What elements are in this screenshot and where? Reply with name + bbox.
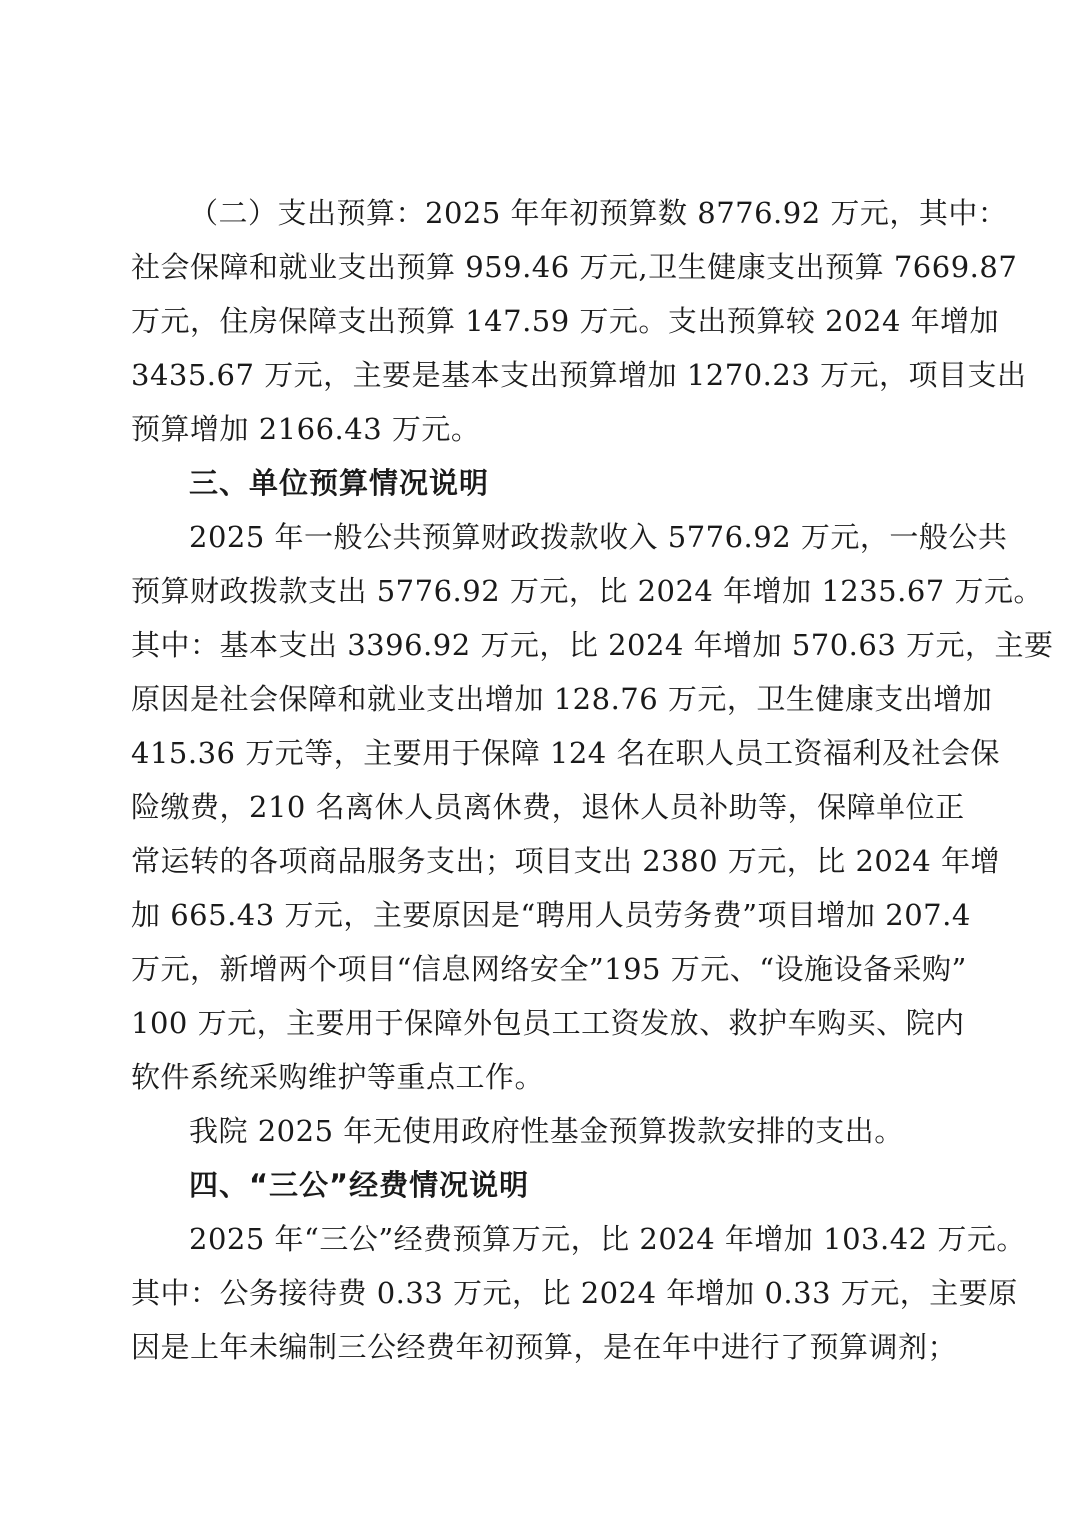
paragraph-line: 原因是社会保障和就业支出增加 128.76 万元，卫生健康支出增加 [131,682,993,716]
paragraph-line: 加 665.43 万元，主要原因是“聘用人员劳务费”项目增加 207.4 [131,898,971,932]
fund-note: 我院 2025 年无使用政府性基金预算拨款安排的支出。 [189,1114,904,1148]
paragraph-line: 万元，住房保障支出预算 147.59 万元。支出预算较 2024 年增加 [131,304,1000,338]
paragraph-line: 其中：公务接待费 0.33 万元，比 2024 年增加 0.33 万元，主要原 [131,1276,1018,1310]
paragraph-line: 2025 年一般公共预算财政拨款收入 5776.92 万元，一般公共 [189,520,1008,554]
paragraph-line: 3435.67 万元，主要是基本支出预算增加 1270.23 万元，项目支出 [131,358,1027,392]
paragraph-line: 预算增加 2166.43 万元。 [131,412,481,446]
paragraph-line: 因是上年未编制三公经费年初预算，是在年中进行了预算调剂； [131,1330,958,1364]
paragraph-line: 万元，新增两个项目“信息网络安全”195 万元、“设施设备采购” [131,952,967,986]
paragraph-line: 100 万元，主要用于保障外包员工工资发放、救护车购买、院内 [131,1006,965,1040]
paragraph-line: 2025 年“三公”经费预算万元，比 2024 年增加 103.42 万元。 [189,1222,1026,1256]
paragraph-line: 常运转的各项商品服务支出；项目支出 2380 万元，比 2024 年增 [131,844,1000,878]
paragraph-line: 预算财政拨款支出 5776.92 万元，比 2024 年增加 1235.67 万元。 [131,574,1043,608]
paragraph-line: 其中：基本支出 3396.92 万元，比 2024 年增加 570.63 万元，主要 [131,628,1054,662]
section-heading-unit-budget: 三、单位预算情况说明 [189,466,490,500]
paragraph-line: 415.36 万元等，主要用于保障 124 名在职人员工资福利及社会保 [131,736,1000,770]
paragraph-line: 软件系统采购维护等重点工作。 [131,1060,545,1094]
section-heading-three-public: 四、“三公”经费情况说明 [189,1168,530,1202]
paragraph-line: 社会保障和就业支出预算 959.46 万元,卫生健康支出预算 7669.87 [131,250,1018,284]
paragraph-line: （二）支出预算：2025 年年初预算数 8776.92 万元，其中： [189,196,1008,230]
paragraph-line: 险缴费，210 名离休人员离休费，退休人员补助等，保障单位正 [131,790,965,824]
